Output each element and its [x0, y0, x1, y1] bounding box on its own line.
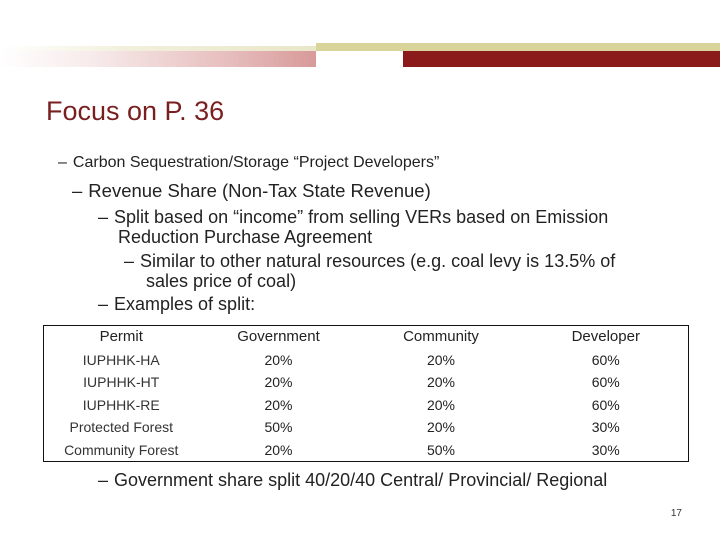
cell-permit: IUPHHK-HT — [83, 374, 160, 391]
table-header-row — [44, 326, 689, 349]
bullet-text: Carbon Sequestration/Storage “Project Developers” — [72, 154, 440, 171]
cell-government: 20% — [264, 351, 293, 368]
bullet-dash: – — [58, 154, 67, 171]
header-community: Community — [403, 328, 479, 346]
cell-developer: 30% — [591, 441, 620, 458]
cell-community: 20% — [426, 374, 456, 391]
table-row — [44, 349, 689, 372]
cell-government: 20% — [264, 441, 293, 458]
header-government: Government — [237, 328, 320, 346]
cell-community: 20% — [426, 351, 456, 368]
bullet-text: Similar to other natural resources (e.g. coal levy is 13.5% of — [140, 251, 616, 271]
bullet-text: Examples of split: — [114, 294, 256, 314]
header-decor-bar-red — [403, 51, 720, 67]
bullet-text: Government share split 40/20/40 Central/ Provincial/ Regional — [114, 470, 608, 490]
bullet-level3 — [98, 207, 688, 247]
cell-government: 20% — [264, 396, 293, 413]
cell-developer: 60% — [591, 396, 620, 413]
slide-title: Focus on P. 36 — [46, 96, 225, 126]
cell-community: 50% — [426, 441, 456, 458]
table-row — [44, 394, 689, 417]
header-permit: Permit — [99, 328, 143, 346]
cell-government: 50% — [264, 419, 293, 436]
cell-developer: 60% — [591, 374, 620, 391]
cell-permit: Community Forest — [64, 441, 179, 458]
bullet-text-continued: sales price of coal) — [146, 271, 297, 291]
header-decor-bar-gradient — [0, 51, 316, 67]
bullet-level3-examples — [98, 294, 255, 315]
bullet-dash: – — [98, 207, 109, 227]
header-decor-bar-olive — [316, 43, 720, 51]
bullet-dash: – — [72, 180, 83, 201]
bullet-text-continued: Reduction Purchase Agreement — [118, 227, 373, 247]
bullet-text: Split based on “income” from selling VERs based on Emission — [114, 207, 609, 227]
cell-community: 20% — [426, 396, 456, 413]
cell-permit: Protected Forest — [69, 419, 173, 436]
bullet-level1 — [58, 154, 439, 172]
bullet-text: Revenue Share (Non-Tax State Revenue) — [88, 180, 431, 201]
bullet-level4 — [124, 251, 684, 291]
cell-permit: IUPHHK-RE — [82, 396, 160, 413]
table-row — [44, 416, 689, 439]
bullet-dash: – — [98, 294, 109, 314]
table-row — [44, 439, 689, 462]
bullet-dash: – — [98, 470, 109, 490]
bullet-level3-government-split — [98, 470, 607, 491]
cell-permit: IUPHHK-HA — [82, 351, 160, 368]
bullet-dash: – — [124, 251, 135, 271]
bullet-level2 — [72, 180, 431, 202]
header-developer: Developer — [571, 328, 640, 346]
revenue-split-table — [43, 325, 689, 462]
page-number: 17 — [670, 508, 682, 519]
cell-developer: 60% — [591, 351, 620, 368]
cell-government: 20% — [264, 374, 293, 391]
cell-developer: 30% — [591, 419, 620, 436]
cell-community: 20% — [426, 419, 456, 436]
table-row — [44, 371, 689, 394]
